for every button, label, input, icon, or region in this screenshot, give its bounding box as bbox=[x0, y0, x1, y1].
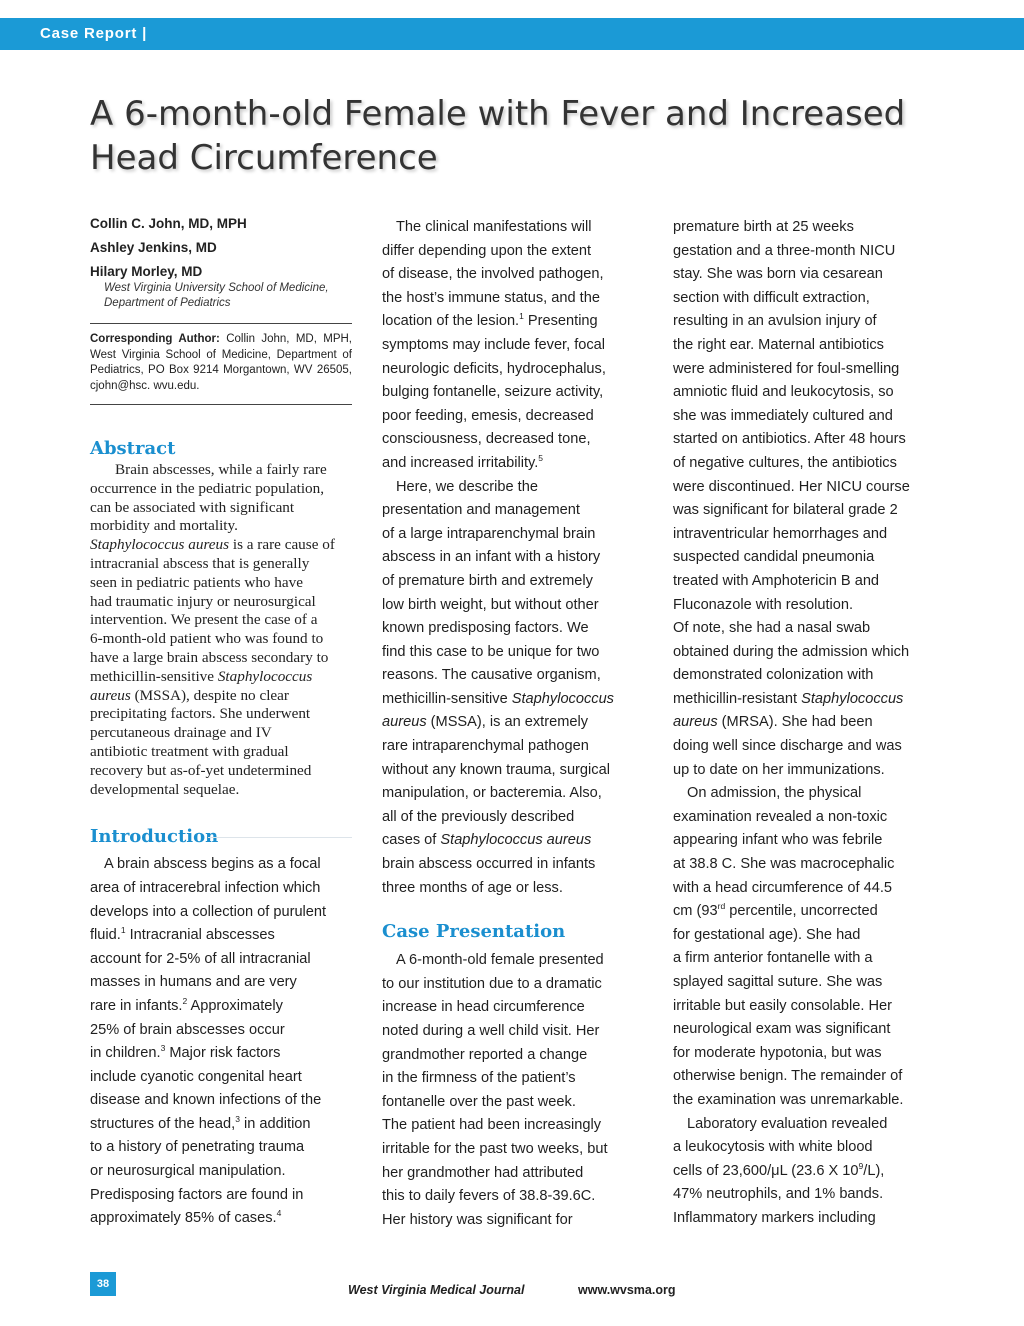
text-line: structures of the head,$^3$ in addition bbox=[90, 1114, 311, 1132]
text-line: intracranial abscess that is generally bbox=[90, 554, 310, 572]
text-line: obtained during the admission which bbox=[673, 643, 910, 660]
column-left bbox=[90, 215, 352, 1231]
introduction-body bbox=[90, 853, 352, 1231]
text-line: methicillin-sensitive Staphylococcus bbox=[90, 667, 313, 685]
text-line: Of note, she had a nasal swab bbox=[673, 620, 871, 637]
column-middle-text bbox=[382, 216, 644, 900]
text-line: was significant for bilateral grade 2 bbox=[673, 502, 898, 519]
affiliation bbox=[90, 281, 352, 311]
text-line: aureus (MSSA), is an extremely bbox=[382, 714, 589, 731]
text-line: 6-month-old patient who was found to bbox=[90, 630, 324, 648]
text-line: cells of 23,600/μL (23.6 X $10^9/L$), bbox=[673, 1160, 885, 1179]
corresponding-label: Corresponding Author: bbox=[90, 333, 220, 345]
text-line: stay. She was born via cesarean bbox=[673, 266, 883, 283]
text-line: suspected candidal pneumonia bbox=[673, 549, 875, 566]
text-line: intervention. We present the case of a bbox=[90, 611, 318, 629]
text-line: irritable but easily consolable. Her bbox=[673, 997, 893, 1014]
text-line: the examination was unremarkable. bbox=[673, 1091, 904, 1108]
text-line: of premature birth and extremely bbox=[382, 572, 593, 589]
text-line: rare in infants.$^2$ Approximately bbox=[90, 996, 283, 1014]
text-line: gestation and a three-month NICU bbox=[673, 242, 896, 259]
text-line: and increased irritability.$^5$ bbox=[382, 453, 544, 471]
affiliation-line: Department of Pediatrics bbox=[104, 297, 231, 309]
text-line: morbidity and mortality. bbox=[90, 517, 238, 535]
text-line: her grandmother had attributed bbox=[382, 1164, 584, 1181]
text-line: seen in pediatric patients who have bbox=[90, 573, 303, 591]
text-line: recovery but as-of-yet undetermined bbox=[90, 761, 312, 779]
text-line: Here, we describe the bbox=[396, 478, 538, 495]
text-line: manipulation, or bacteremia. Also, bbox=[382, 785, 602, 802]
text-line: premature birth at 25 weeks bbox=[673, 219, 854, 235]
text-line: appearing infant who was febrile bbox=[673, 832, 883, 849]
text-line: fluid.$^1$ Intracranial abscesses bbox=[90, 925, 275, 944]
affiliation-line: West Virginia University School of Medicine, bbox=[104, 282, 329, 294]
abstract-body bbox=[90, 461, 352, 799]
text-line: Staphylococcus aureus is a rare cause of bbox=[90, 536, 335, 554]
text-line: Brain abscesses, while a fairly rare bbox=[115, 461, 327, 478]
text-line: antibiotic treatment with gradual bbox=[90, 742, 289, 760]
text-line: grandmother reported a change bbox=[382, 1046, 588, 1063]
text-line: three months of age or less. bbox=[382, 879, 563, 896]
text-line: precipitating factors. She underwent bbox=[90, 705, 311, 723]
text-line: bulging fontanelle, seizure activity, bbox=[382, 384, 604, 401]
text-line: she was immediately cultured and bbox=[673, 407, 893, 424]
text-line: to a history of penetrating trauma bbox=[90, 1139, 305, 1156]
text-line: differ depending upon the extent bbox=[382, 242, 592, 259]
text-line: for gestational age). She had bbox=[673, 926, 861, 943]
text-line: 25% of brain abscesses occur bbox=[90, 1021, 285, 1038]
text-line: have a large brain abscess secondary to bbox=[90, 648, 329, 666]
text-line: A 6-month-old female presented bbox=[396, 952, 604, 969]
text-line: in the firmness of the patient’s bbox=[382, 1070, 576, 1087]
text-line: occurrence in the pediatric population, bbox=[90, 479, 325, 497]
text-line: symptoms may include fever, focal bbox=[382, 336, 606, 353]
text-line: examination revealed a non-toxic bbox=[673, 808, 888, 825]
abstract-heading: Abstract bbox=[90, 438, 176, 459]
text-line: Predisposing factors are found in bbox=[90, 1186, 304, 1203]
text-line: were administered for foul-smelling bbox=[673, 360, 900, 377]
text-line: intraventricular hemorrhages and bbox=[673, 525, 888, 542]
text-line: include cyanotic congenital heart bbox=[90, 1068, 302, 1085]
text-line: of disease, the involved pathogen, bbox=[382, 266, 604, 283]
text-line: area of intracerebral infection which bbox=[90, 879, 321, 896]
case-presentation-heading: Case Presentation bbox=[382, 921, 566, 943]
text-line: were discontinued. Her NICU course bbox=[673, 478, 910, 495]
case-presentation-body bbox=[382, 949, 644, 1232]
journal-name: West Virginia Medical Journal bbox=[348, 1283, 525, 1297]
text-line: Laboratory evaluation revealed bbox=[687, 1115, 888, 1132]
text-line: had traumatic injury or neurosurgical bbox=[90, 592, 316, 610]
column-middle bbox=[382, 215, 644, 1232]
author-name: Hilary Morley, MD bbox=[90, 264, 203, 279]
text-line: low birth weight, but without other bbox=[382, 596, 599, 613]
text-line: Fluconazole with resolution. bbox=[673, 596, 854, 613]
text-line: account for 2-5% of all intracranial bbox=[90, 950, 311, 967]
corresponding-text: Collin John, MD, MPH, West Virginia School of Medicine, Department of Pediatrics, PO Box 9214 Morgantown, WV 26505, cjohn@hsc. wvu.edu. bbox=[90, 333, 352, 392]
journal-url: www.wvsma.org bbox=[578, 1283, 676, 1297]
text-line: of negative cultures, the antibiotics bbox=[673, 454, 897, 471]
text-line: fontanelle over the past week. bbox=[382, 1093, 576, 1110]
column-right-text bbox=[673, 216, 948, 1231]
text-line: On admission, the physical bbox=[687, 785, 862, 802]
author-name: Collin C. John, MD, MPH bbox=[90, 216, 247, 231]
page-number: 38 bbox=[90, 1272, 116, 1296]
heading-rule bbox=[208, 837, 352, 838]
text-line: all of the previously described bbox=[382, 808, 575, 825]
text-line: Inflammatory markers including bbox=[673, 1209, 876, 1226]
text-line: abscess in an infant with a history bbox=[382, 549, 601, 566]
text-line: disease and known infections of the bbox=[90, 1092, 322, 1109]
text-line: increase in head circumference bbox=[382, 999, 585, 1016]
text-line: the host’s immune status, and the bbox=[382, 289, 600, 306]
text-line: methicillin-resistant Staphylococcus bbox=[673, 690, 904, 707]
text-line: poor feeding, emesis, decreased bbox=[382, 407, 594, 424]
text-line: Her history was significant for bbox=[382, 1211, 573, 1228]
text-line: location of the lesion.$^1$ Presenting bbox=[382, 311, 598, 330]
text-line: rare intraparenchymal pathogen bbox=[382, 738, 589, 755]
text-line: develops into a collection of purulent bbox=[90, 903, 327, 920]
text-line: cases of Staphylococcus aureus bbox=[382, 832, 592, 849]
text-line: The patient had been increasingly bbox=[382, 1117, 602, 1134]
text-line: neurologic deficits, hydrocephalus, bbox=[382, 360, 606, 377]
text-line: percutaneous drainage and IV bbox=[90, 724, 272, 742]
text-line: methicillin-sensitive Staphylococcus bbox=[382, 690, 614, 707]
text-line: find this case to be unique for two bbox=[382, 643, 600, 660]
text-line: A brain abscess begins as a focal bbox=[104, 856, 321, 873]
author-name: Ashley Jenkins, MD bbox=[90, 240, 217, 255]
text-line: in children.$^3$ Major risk factors bbox=[90, 1043, 281, 1062]
introduction-heading-row bbox=[90, 825, 352, 849]
text-line: 47% neutrophils, and 1% bands. bbox=[673, 1186, 884, 1203]
text-line: neurological exam was significant bbox=[673, 1021, 891, 1038]
text-line: brain abscess occurred in infants bbox=[382, 856, 596, 873]
text-line: with a head circumference of 44.5 bbox=[673, 879, 893, 896]
text-line: aureus (MSSA), despite no clear bbox=[90, 686, 289, 704]
corresponding-author bbox=[90, 323, 352, 405]
text-line: splayed sagittal suture. She was bbox=[673, 974, 883, 990]
text-line: irritable for the past two weeks, but bbox=[382, 1140, 608, 1157]
text-line: presentation and management bbox=[382, 502, 580, 519]
text-line: this to daily fevers of 38.8-39.6C. bbox=[382, 1188, 596, 1205]
text-line: treated with Amphotericin B and bbox=[673, 572, 880, 589]
text-line: the right ear. Maternal antibiotics bbox=[673, 336, 884, 353]
text-line: noted during a well child visit. Her bbox=[382, 1023, 600, 1039]
section-label: Case Report | bbox=[40, 25, 148, 42]
text-line: consciousness, decreased tone, bbox=[382, 431, 591, 448]
text-line: a firm anterior fontanelle with a bbox=[673, 950, 873, 967]
text-line: of a large intraparenchymal brain bbox=[382, 525, 596, 542]
text-line: or neurosurgical manipulation. bbox=[90, 1163, 286, 1180]
article-title: A 6-month-old Female with Fever and Increased Head Circumference bbox=[90, 94, 906, 178]
introduction-heading: Introduction bbox=[90, 826, 219, 848]
text-line: section with difficult extraction, bbox=[673, 289, 870, 306]
text-line: known predisposing factors. We bbox=[382, 620, 589, 637]
text-line: at 38.8 C. She was macrocephalic bbox=[673, 856, 895, 873]
text-line: for moderate hypotonia, but was bbox=[673, 1044, 882, 1061]
text-line: amniotic fluid and leukocytosis, so bbox=[673, 384, 894, 401]
text-line: masses in humans and are very bbox=[90, 974, 297, 991]
column-right bbox=[673, 215, 948, 1231]
text-line: a leukocytosis with white blood bbox=[673, 1139, 873, 1156]
section-header-bar bbox=[0, 18, 1024, 50]
text-line: resulting in an avulsion injury of bbox=[673, 313, 877, 330]
text-line: demonstrated colonization with bbox=[673, 667, 874, 684]
text-line: reasons. The causative organism, bbox=[382, 667, 601, 684]
text-line: started on antibiotics. After 48 hours bbox=[673, 431, 906, 448]
text-line: aureus (MRSA). She had been bbox=[673, 714, 873, 731]
text-line: up to date on her immunizations. bbox=[673, 761, 885, 778]
text-line: otherwise benign. The remainder of bbox=[673, 1068, 903, 1085]
text-line: approximately 85% of cases.$^4$ bbox=[90, 1208, 282, 1227]
text-line: doing well since discharge and was bbox=[673, 738, 902, 755]
text-line: The clinical manifestations will bbox=[396, 219, 592, 235]
text-line: cm (93rd percentile, uncorrected bbox=[673, 901, 878, 920]
text-line: developmental sequelae. bbox=[90, 780, 240, 798]
text-line: can be associated with significant bbox=[90, 498, 295, 516]
text-line: to our institution due to a dramatic bbox=[382, 975, 602, 992]
text-line: without any known trauma, surgical bbox=[382, 761, 610, 778]
